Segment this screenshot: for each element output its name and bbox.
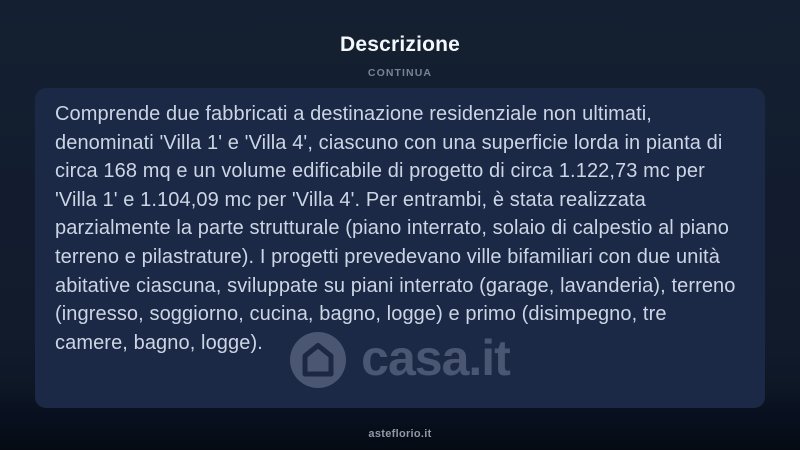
page-footer xyxy=(0,424,800,442)
house-circle-icon xyxy=(290,332,346,388)
casa-it-watermark xyxy=(35,332,765,388)
page-header xyxy=(0,33,800,79)
casa-it-wordmark: casa.it xyxy=(361,330,510,386)
description-text: Comprende due fabbricati a destinazione residenziale non ultimati, denominati 'Villa 1' e 'Villa 4', ciascuno con una superficie lorda in pianta di circa 168 mq e un volume edificabile di progetto di circa 1.122,73 mc per 'Villa 1' e 1.104,09 mc per 'Villa 4'. Per entrambi, è stata realizzata parzialmente la parte strutturale (piano interrato, solaio di calpestio al piano terreno e pilastrature). I progetti prevedevano ville bifamiliari con due unità abitative ciascuna, sviluppate su piani interrato (garage, lavanderia), terreno (ingresso, soggiorno, cucina, bagno, logge) e primo (disimpegno, tre camere, bagno, logge). xyxy=(55,103,736,354)
description-card xyxy=(35,88,765,408)
page-subtitle: CONTINUA xyxy=(367,67,433,79)
page-title: Descrizione xyxy=(339,33,461,56)
footer-site-label: asteflorio.it xyxy=(368,428,432,440)
